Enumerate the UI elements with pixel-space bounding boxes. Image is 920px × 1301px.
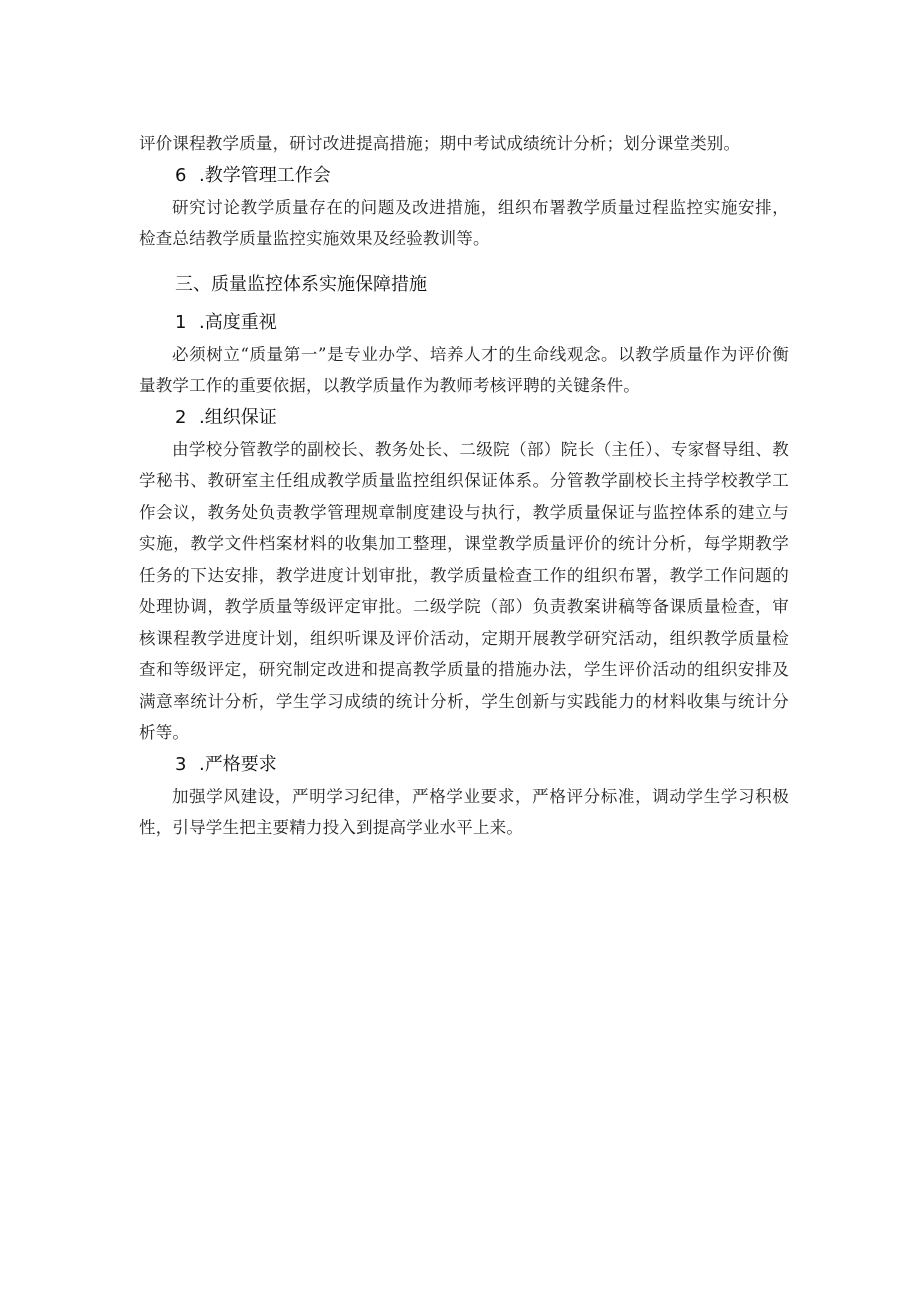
subheading-title: .教学管理工作会 (199, 164, 331, 186)
subheading-number: 6 (175, 164, 187, 186)
paragraph-high-priority: 必须树立“质量第一”是专业办学、培养人才的生命线观念。以教学质量作为评价衡量教学工作的重要依据，以教学质量作为教师考核评聘的关键条件。 (139, 344, 789, 395)
subheading-organizational-guarantee (139, 402, 789, 434)
paragraph-strict-requirements: 加强学风建设，严明学习纪律，严格学业要求，严格评分标准，调动学生学习积极性，引导学生把主要精力投入到提高学业水平上来。 (139, 786, 789, 837)
subheading-number: 1 (175, 311, 187, 333)
subheading-high-priority (139, 307, 789, 339)
subheading-title: .严格要求 (199, 753, 277, 775)
subheading-number: 3 (175, 753, 187, 775)
paragraph-organizational-guarantee: 由学校分管教学的副校长、教务处长、二级院（部）院长（主任）、专家督导组、教学秘书、教研室主任组成教学质量监控组织保证体系。分管教学副校长主持学校教学工作会议，教务处负责教学管理规章制度建设与执行，教学质量保证与监控体系的建立与实施，教学文件档案材料的收集加工整理，课堂教学质量评价的统计分析，每学期教学任务的下达安排，教学进度计划审批，教学质量检查工作的组织布署，教学工作问题的处理协调，教学质量等级评定审批。二级学院（部）负责教案讲稿等备课质量检查，审核课程教学进度计划，组织听课及评价活动，定期开展教学研究活动，组织教学质量检查和等级评定，研究制定改进和提高教学质量的措施办法，学生评价活动的组织安排及满意率统计分析，学生学习成绩的统计分析，学生创新与实践能力的材料收集与统计分析等。 (139, 439, 789, 742)
subheading-teaching-management-meeting (139, 160, 789, 192)
document-page (139, 128, 789, 844)
section-title-safeguard-measures: 三、质量监控体系实施保障措施 (175, 273, 427, 295)
subheading-strict-requirements (139, 749, 789, 781)
subheading-title: .组织保证 (199, 406, 277, 428)
paragraph-teaching-management-meeting: 研究讨论教学质量存在的问题及改进措施，组织布署教学质量过程监控实施安排，检查总结教学质量监控实施效果及经验教训等。 (139, 197, 789, 248)
continued-paragraph: 评价课程教学质量，研讨改进提高措施；期中考试成绩统计分析；划分课堂类别。 (139, 134, 741, 153)
subheading-title: .高度重视 (199, 311, 277, 333)
subheading-number: 2 (175, 406, 187, 428)
